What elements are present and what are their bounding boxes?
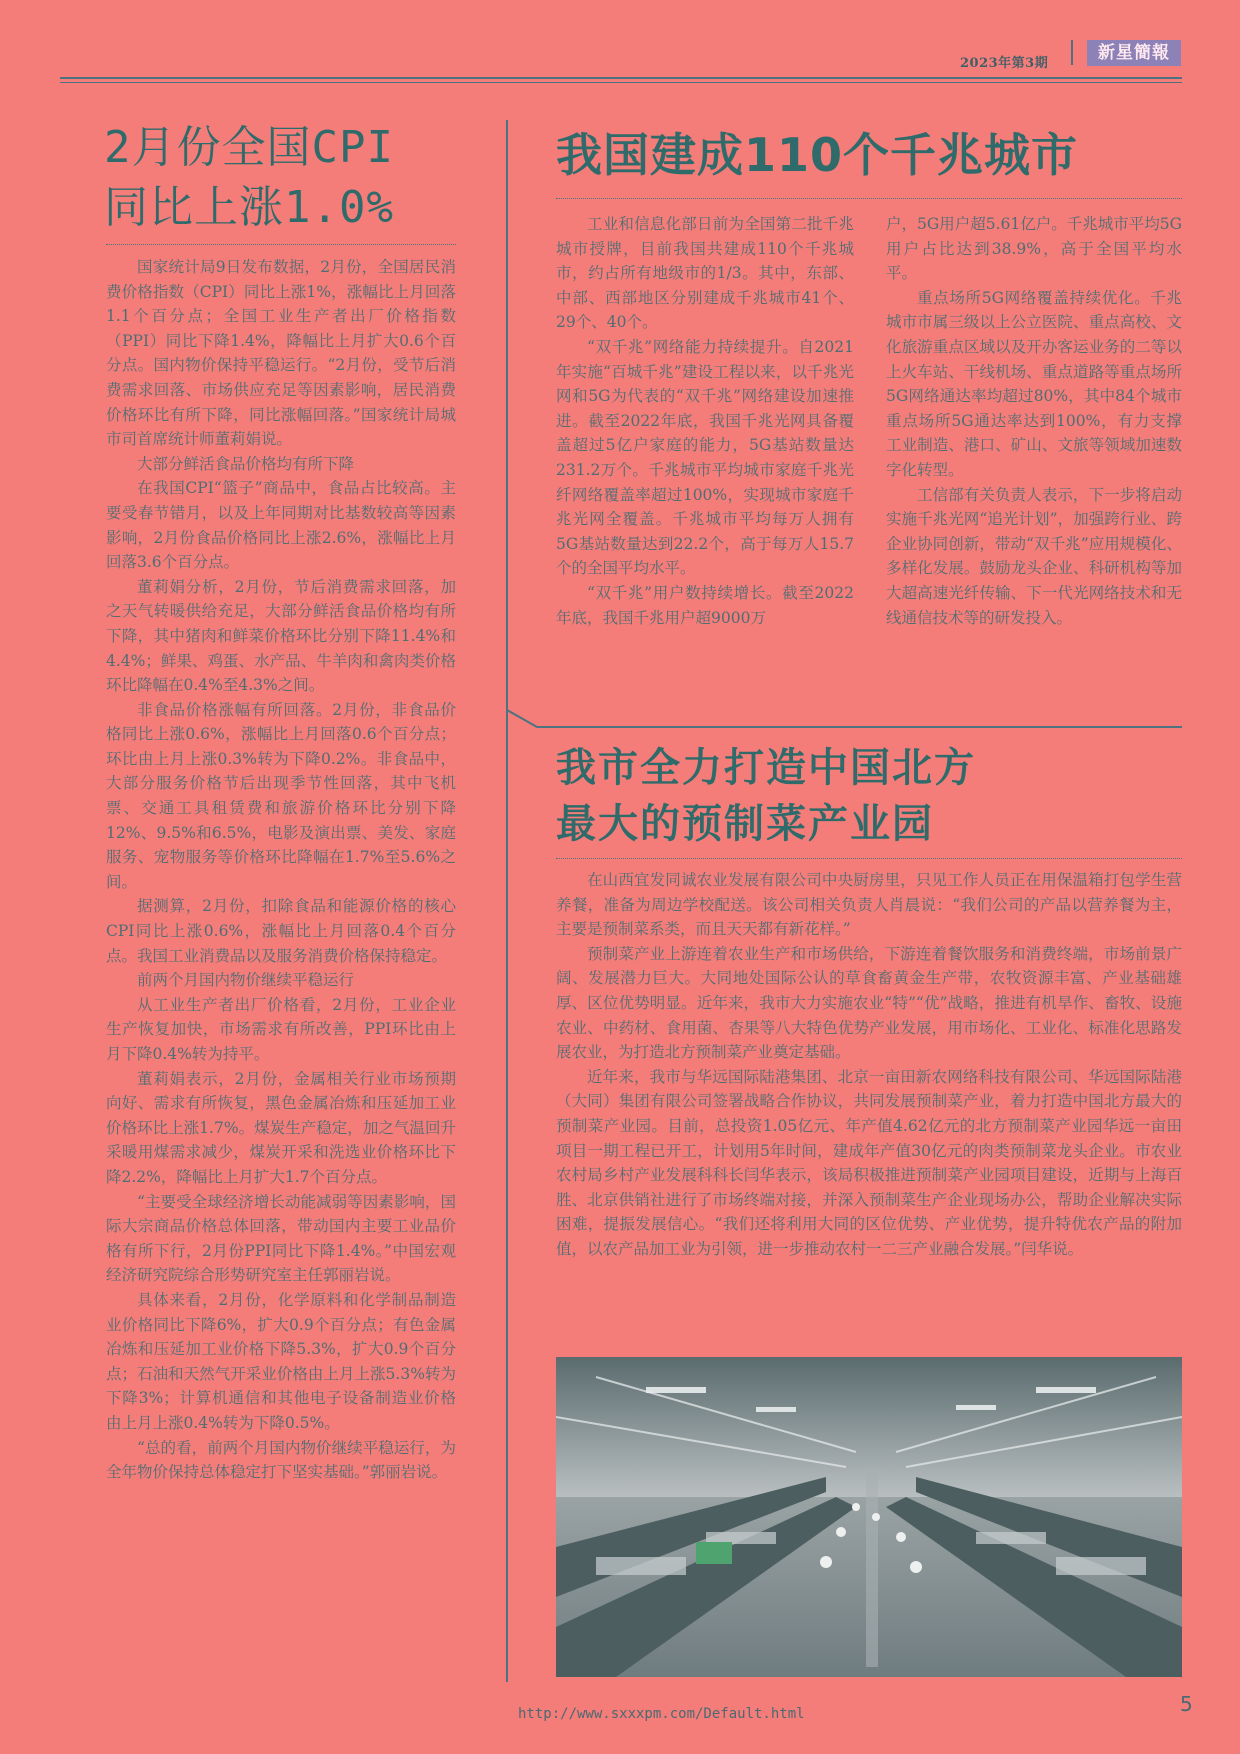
paragraph: 在我国CPI“篮子”商品中，食品占比较高。主要受春节错月，以及上年同期对比基数较高等因素影响，2月份食品价格同比上涨2.6%，涨幅比上月回落3.6个百分点。 (106, 479, 456, 572)
article-prepared-food-title-line2: 最大的预制菜产业园 (556, 801, 934, 847)
paragraph: 据测算，2月份，扣除食品和能源价格的核心CPI同比上涨0.6%，涨幅比上月回落0.4个百分点。我国工业消费品以及服务消费价格保持稳定。 (106, 897, 456, 965)
article-gigabit-title: 我国建成110个千兆城市 (556, 128, 1079, 182)
paragraph: “双千兆”网络能力持续提升。自2021年实施“百城千兆”建设工程以来，以千兆光网和5G为代表的“双千兆”网络建设加速推进。截至2022年底，我国千兆光网具备覆盖超过5亿户家庭的能力，5G基站数量达231.2万个。千兆城市平均城市家庭千兆光纤网络覆盖率超过100%，实现城市家庭千兆光网全覆盖。千兆城市平均每万人拥有5G基站数量达到22.2个，高于每万人15.7个的全国平均水平。 (556, 337, 854, 578)
article-gigabit-dotted-rule (556, 198, 1182, 199)
article-prepared-food-body (556, 868, 1182, 1262)
exit-sign-icon (696, 1542, 732, 1564)
article-cpi-body (106, 255, 456, 1485)
page-number: 5 (1180, 1692, 1193, 1716)
paragraph: 董莉娟分析，2月份，节后消费需求回落，加之天气转暖供给充足，大部分鲜活食品价格均有所下降，其中猪肉和鲜菜价格环比分别下降11.4%和4.4%；鲜果、鸡蛋、水产品、牛羊肉和禽肉类价格环比降幅在0.4%至4.3%之间。 (106, 577, 456, 695)
paragraph: 国家统计局9日发布数据，2月份，全国居民消费价格指数（CPI）同比上涨1%，涨幅比上月回落1.1个百分点；全国工业生产者出厂价格指数（PPI）同比下降1.4%，降幅比上月扩大0.6个百分点。国内物价保持平稳运行。“2月份，受节后消费需求回落、市场供应充足等因素影响，居民消费价格环比有所下降，同比涨幅回落。”国家统计局城市司首席统计师董莉娟说。 (106, 258, 456, 449)
subheading: 前两个月国内物价继续平稳运行 (137, 971, 355, 990)
paragraph: 工业和信息化部日前为全国第二批千兆城市授牌，目前我国共建成110个千兆城市，约占所有地级市的1/3。其中，东部、中部、西部地区分别建成千兆城市41个、29个、40个。 (556, 215, 854, 332)
paragraph: 具体来看，2月份，化学原料和化学制品制造业价格同比下降6%，扩大0.9个百分点；有色金属冶炼和压延加工业价格下降5.3%，扩大0.9个百分点；石油和天然气开采业价格由上月上涨5.3%转为下降3%；计算机通信和其他电子设备制造业价格由上月上涨0.4%转为下降0.5%。 (106, 1290, 456, 1432)
paragraph: “主要受全球经济增长动能减弱等因素影响，国际大宗商品价格总体回落，带动国内主要工业品价格有所下行，2月份PPI同比下降1.4%。”中国宏观经济研究院综合形势研究室主任郭丽岩说。 (106, 1192, 456, 1285)
paragraph: 董莉娟表示，2月份，金属相关行业市场预期向好、需求有所恢复，黑色金属冶炼和压延加工业价格环比上涨1.7%。煤炭生产稳定，加之气温回升采暖用煤需求减少，煤炭开采和洗选业价格环比下降2.2%，降幅比上月扩大1.7个百分点。 (106, 1069, 456, 1186)
paragraph: 近年来，我市与华远国际陆港集团、北京一亩田新农网络科技有限公司、华远国际陆港（大同）集团有限公司签署战略合作协议，共同发展预制菜产业，着力打造中国北方最大的预制菜产业园。目前，总投资1.05亿元、年产值4.62亿元的北方预制菜产业园华远一亩田项目一期工程已开工，计划用5年时间，建成年产值30亿元的肉类预制菜龙头企业。市农业农村局乡村产业发展科科长闫华表示，该局积极推进预制菜产业园项目建设，近期与上海百胜、北京供销社进行了市场终端对接，并深入预制菜生产企业现场办公，帮助企业解决实际困难，提振发展信心。“我们还将利用大同的区位优势、产业优势，提升特优农产品的附加值，以农产品加工业为引领，进一步推动农村一二三产业融合发展。”闫华说。 (556, 1067, 1182, 1258)
article-prepared-food-dotted-rule (556, 858, 1182, 859)
article-gigabit-body-col1 (556, 212, 854, 630)
paragraph: 非食品价格涨幅有所回落。2月份，非食品价格同比上涨0.6%，涨幅比上月回落0.6个百分点；环比由上月上涨0.3%转为下降0.2%。非食品中，大部分服务价格节后出现季节性回落，其中飞机票、交通工具租赁费和旅游价格环比分别下降12%、9.5%和6.5%，电影及演出票、美发、家庭服务、宠物服务等价格环比降幅在1.7%至5.6%之间。 (106, 700, 456, 891)
article-prepared-food-title (556, 740, 976, 852)
article-prepared-food-title-line1: 我市全力打造中国北方 (556, 745, 976, 791)
article-cpi-dotted-rule (106, 244, 456, 245)
article-cpi-title-line1: 2月份全国CPI (104, 122, 394, 173)
footer-url: http://www.sxxxpm.com/Default.html (518, 1706, 805, 1722)
paragraph: “总的看，前两个月国内物价继续平稳运行，为全年物价保持总体稳定打下坚实基础。”郭丽岩说。 (106, 1438, 456, 1482)
paragraph: 从工业生产者出厂价格看，2月份，工业企业生产恢复加快，市场需求有所改善，PPI环比由上月下降0.4%转为持平。 (106, 995, 456, 1063)
paragraph: 工信部有关负责人表示，下一步将启动实施千兆光网“追光计划”，加强跨行业、跨企业协同创新，带动“双千兆”应用规模化、多样化发展。鼓励龙头企业、科研机构等加大超高速光纤传输、下一代光网络技术和无线通信技术等的研发投入。 (886, 485, 1182, 627)
paragraph: 在山西宜发同诚农业发展有限公司中央厨房里，只见工作人员正在用保温箱打包学生营养餐，准备为周边学校配送。该公司相关负责人肖晨说：“我们公司的产品以营养餐为主，主要是预制菜系类，而且天天都有新花样。” (556, 871, 1182, 939)
article-cpi-title-line2: 同比上涨1.0% (104, 182, 394, 233)
subheading: 大部分鲜活食品价格均有所下降 (137, 454, 355, 473)
paragraph: 预制菜产业上游连着农业生产和市场供给，下游连着餐饮服务和消费终端，市场前景广阔、发展潜力巨大。大同地处国际公认的草食畜黄金生产带，农牧资源丰富、产业基础雄厚、区位优势明显。近年来，我市大力实施农业“特”“优”战略，推进有机旱作、畜牧、设施农业、中药材、食用菌、杏果等八大特色优势产业发展，用市场化、工业化、标准化思路发展农业，为打造北方预制菜产业奠定基础。 (556, 944, 1182, 1062)
paragraph: 重点场所5G网络覆盖持续优化。千兆城市市属三级以上公立医院、重点高校、文化旅游重点区域以及开办客运业务的二等以上火车站、干线机场、重点道路等重点场所5G网络通达率均超过80%，其中84个城市重点场所5G通达率达到100%，有力支撑工业制造、港口、矿山、文旅等领域加速数字化转型。 (886, 288, 1182, 479)
brand-logo: 新星簡報 (1087, 40, 1181, 66)
article-gigabit-body-col2 (886, 212, 1182, 630)
factory-photo (556, 1357, 1182, 1677)
article-cpi-title (104, 118, 394, 238)
paragraph: “双千兆”用户数持续增长。截至2022年底，我国千兆用户超9000万 (556, 583, 854, 627)
issue-label: 2023年第3期 (960, 56, 1049, 71)
paragraph: 户，5G用户超5.61亿户。千兆城市平均5G用户占比达到38.9%，高于全国平均水平。 (886, 215, 1182, 283)
